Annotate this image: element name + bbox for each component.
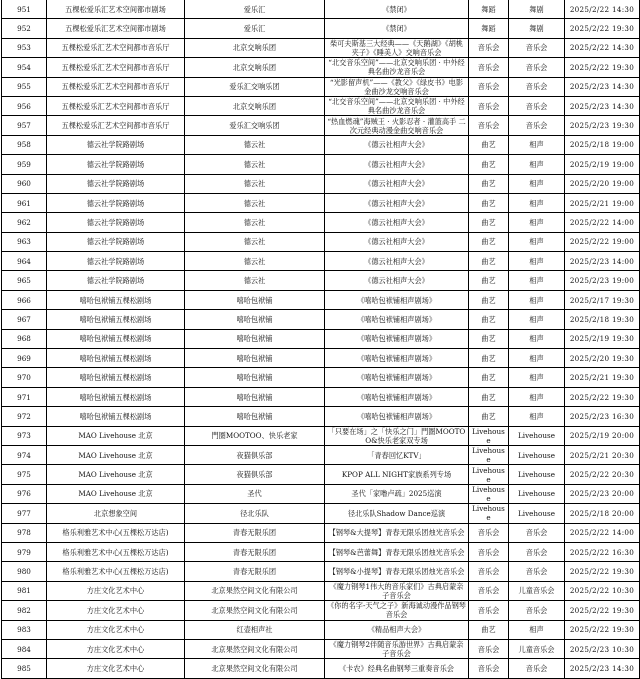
- cell-organizer: 德云社: [185, 213, 325, 232]
- cell-type: 音乐会: [509, 77, 565, 96]
- table-row: [2, 38, 640, 57]
- cell-organizer: 門圏MOOTOO、快乐老家: [185, 426, 325, 445]
- cell-time: 2025/2/20 19:30: [565, 349, 640, 368]
- cell-venue: 五棵松爱乐汇艺术空间都市剧场: [47, 0, 185, 19]
- cell-category: 音乐会: [469, 523, 509, 542]
- cell-venue: 五棵松爱乐汇艺术空间都市音乐厅: [47, 58, 185, 77]
- cell-type: 音乐会: [509, 38, 565, 57]
- cell-time: 2025/2/23 14:30: [565, 96, 640, 115]
- cell-category: 音乐会: [469, 38, 509, 57]
- table-row: [2, 77, 640, 96]
- cell-organizer: 嘻哈包袱铺: [185, 329, 325, 348]
- cell-title: 《德云社相声大会》: [325, 232, 469, 251]
- cell-time: 2025/2/23 20:00: [565, 484, 640, 503]
- cell-category: 舞蹈: [469, 19, 509, 38]
- cell-category: Livehouse: [469, 504, 509, 523]
- cell-organizer: 德云社: [185, 271, 325, 290]
- table-row: [2, 174, 640, 193]
- cell-organizer: 圣代: [185, 484, 325, 503]
- cell-time: 2025/2/23 19:30: [565, 116, 640, 135]
- cell-number: 953: [2, 38, 47, 57]
- cell-number: 972: [2, 407, 47, 426]
- cell-number: 962: [2, 213, 47, 232]
- cell-time: 2025/2/21 20:30: [565, 445, 640, 464]
- cell-venue: 方庄文化艺术中心: [47, 659, 185, 678]
- cell-type: Livehouse: [509, 465, 565, 484]
- cell-category: 曲艺: [469, 349, 509, 368]
- cell-number: 957: [2, 116, 47, 135]
- table-row: [2, 426, 640, 445]
- cell-organizer: 红壶相声社: [185, 620, 325, 639]
- cell-type: Livehouse: [509, 426, 565, 445]
- cell-time: 2025/2/22 19:30: [565, 19, 640, 38]
- cell-category: 音乐会: [469, 639, 509, 658]
- cell-type: 相声: [509, 368, 565, 387]
- table-row: [2, 252, 640, 271]
- cell-organizer: 北京果然空间文化有限公司: [185, 659, 325, 678]
- cell-category: 曲艺: [469, 252, 509, 271]
- table-row: [2, 407, 640, 426]
- cell-number: 965: [2, 271, 47, 290]
- cell-category: 曲艺: [469, 329, 509, 348]
- table-row: [2, 504, 640, 523]
- cell-title: 《嘻哈包袱铺相声剧场》: [325, 290, 469, 309]
- cell-title: 《嘻哈包袱铺相声剧场》: [325, 329, 469, 348]
- cell-type: Livehouse: [509, 445, 565, 464]
- table-row: [2, 484, 640, 503]
- cell-number: 964: [2, 252, 47, 271]
- cell-title: 《禁闭》: [325, 19, 469, 38]
- cell-number: 951: [2, 0, 47, 19]
- cell-title: “北交音乐空间”——北京交响乐团 · 中外经典名曲沙龙音乐会: [325, 58, 469, 77]
- table-row: [2, 310, 640, 329]
- cell-number: 968: [2, 329, 47, 348]
- table-row: [2, 620, 640, 639]
- cell-organizer: 青春无限乐团: [185, 523, 325, 542]
- table-row: [2, 116, 640, 135]
- cell-venue: 嘻哈包袱铺五棵松剧场: [47, 290, 185, 309]
- cell-organizer: 北京果然空间文化有限公司: [185, 581, 325, 600]
- cell-title: 《嘻哈包袱铺相声剧场》: [325, 310, 469, 329]
- cell-time: 2025/2/22 19:30: [565, 387, 640, 406]
- cell-time: 2025/2/18 19:30: [565, 310, 640, 329]
- cell-number: 975: [2, 465, 47, 484]
- cell-number: 952: [2, 19, 47, 38]
- cell-number: 973: [2, 426, 47, 445]
- cell-type: 儿童音乐会: [509, 639, 565, 658]
- cell-venue: 嘻哈包袱铺五棵松剧场: [47, 368, 185, 387]
- cell-type: 相声: [509, 252, 565, 271]
- cell-time: 2025/2/22 19:30: [565, 620, 640, 639]
- table-row: [2, 213, 640, 232]
- cell-venue: 德云社学院路剧场: [47, 155, 185, 174]
- cell-time: 2025/2/22 14:30: [565, 38, 640, 57]
- cell-type: 相声: [509, 155, 565, 174]
- cell-type: 音乐会: [509, 523, 565, 542]
- cell-type: 音乐会: [509, 96, 565, 115]
- cell-title: KPOP ALL NIGHT家族系列专场: [325, 465, 469, 484]
- cell-number: 982: [2, 601, 47, 620]
- cell-venue: 五棵松爱乐汇艺术空间都市剧场: [47, 19, 185, 38]
- cell-type: 相声: [509, 349, 565, 368]
- cell-time: 2025/2/22 14:30: [565, 0, 640, 19]
- cell-time: 2025/2/20 19:00: [565, 174, 640, 193]
- table-row: [2, 0, 640, 19]
- cell-time: 2025/2/17 19:30: [565, 290, 640, 309]
- cell-organizer: 德云社: [185, 232, 325, 251]
- cell-number: 985: [2, 659, 47, 678]
- cell-type: 相声: [509, 213, 565, 232]
- cell-time: 2025/2/23 10:30: [565, 639, 640, 658]
- cell-category: 曲艺: [469, 290, 509, 309]
- cell-category: 曲艺: [469, 310, 509, 329]
- cell-title: 径北乐队Shadow Dance巡演: [325, 504, 469, 523]
- table-row: [2, 639, 640, 658]
- cell-title: 《德云社相声大会》: [325, 155, 469, 174]
- table-row: [2, 193, 640, 212]
- cell-organizer: 青春无限乐团: [185, 562, 325, 581]
- cell-venue: 格乐利雅艺术中心(五棵松万达店): [47, 542, 185, 561]
- cell-time: 2025/2/18 20:00: [565, 504, 640, 523]
- cell-organizer: 夜猫俱乐部: [185, 445, 325, 464]
- cell-title: 「只要在场」之「快乐之门」門圏MOOTOO&快乐老家双专场: [325, 426, 469, 445]
- cell-title: 柴可夫斯基三大经典——《天鹅湖》《胡桃夹子》《睡美人》交响音乐会: [325, 38, 469, 57]
- cell-time: 2025/2/23 14:30: [565, 77, 640, 96]
- cell-type: 相声: [509, 232, 565, 251]
- cell-type: 相声: [509, 135, 565, 154]
- cell-title: 《德云社相声大会》: [325, 252, 469, 271]
- cell-title: 《精品相声大会》: [325, 620, 469, 639]
- performance-table: [1, 0, 640, 679]
- cell-type: 舞剧: [509, 0, 565, 19]
- cell-category: Livehouse: [469, 465, 509, 484]
- cell-number: 969: [2, 349, 47, 368]
- cell-venue: 德云社学院路剧场: [47, 252, 185, 271]
- cell-category: 曲艺: [469, 232, 509, 251]
- cell-time: 2025/2/22 14:00: [565, 523, 640, 542]
- cell-title: 《魔力钢琴2伴随音乐游世界》古典启蒙亲子音乐会: [325, 639, 469, 658]
- cell-time: 2025/2/22 10:30: [565, 581, 640, 600]
- cell-category: 曲艺: [469, 271, 509, 290]
- cell-organizer: 德云社: [185, 193, 325, 212]
- cell-title: 《嘻哈包袱铺相声剧场》: [325, 368, 469, 387]
- table-row: [2, 271, 640, 290]
- cell-category: 舞蹈: [469, 0, 509, 19]
- cell-title: “北交音乐空间”——北京交响乐团 · 中外经典名曲沙龙音乐会: [325, 96, 469, 115]
- cell-title: 「青春回忆KTV」: [325, 445, 469, 464]
- cell-venue: 方庄文化艺术中心: [47, 601, 185, 620]
- cell-category: 音乐会: [469, 562, 509, 581]
- cell-organizer: 嘻哈包袱铺: [185, 290, 325, 309]
- cell-organizer: 径北乐队: [185, 504, 325, 523]
- cell-title: 《德云社相声大会》: [325, 213, 469, 232]
- cell-venue: MAO Livehouse 北京: [47, 484, 185, 503]
- cell-number: 960: [2, 174, 47, 193]
- cell-category: 曲艺: [469, 155, 509, 174]
- cell-venue: 德云社学院路剧场: [47, 174, 185, 193]
- cell-venue: MAO Livehouse 北京: [47, 445, 185, 464]
- cell-venue: 嘻哈包袱铺五棵松剧场: [47, 310, 185, 329]
- cell-title: 《德云社相声大会》: [325, 271, 469, 290]
- table-row: [2, 58, 640, 77]
- cell-organizer: 嘻哈包袱铺: [185, 368, 325, 387]
- table-row: [2, 465, 640, 484]
- cell-time: 2025/2/23 14:30: [565, 659, 640, 678]
- table-row: [2, 387, 640, 406]
- cell-organizer: 青春无限乐团: [185, 542, 325, 561]
- cell-number: 958: [2, 135, 47, 154]
- cell-organizer: 德云社: [185, 252, 325, 271]
- cell-title: 《卡农》经典名曲钢琴三重奏音乐会: [325, 659, 469, 678]
- cell-venue: 方庄文化艺术中心: [47, 620, 185, 639]
- table-row: [2, 329, 640, 348]
- cell-time: 2025/2/23 19:00: [565, 271, 640, 290]
- table-row: [2, 445, 640, 464]
- table-row: [2, 542, 640, 561]
- cell-number: 981: [2, 581, 47, 600]
- cell-venue: 嘻哈包袱铺五棵松剧场: [47, 387, 185, 406]
- cell-type: 相声: [509, 407, 565, 426]
- cell-number: 977: [2, 504, 47, 523]
- cell-type: 儿童音乐会: [509, 581, 565, 600]
- cell-type: 音乐会: [509, 116, 565, 135]
- cell-venue: 方庄文化艺术中心: [47, 639, 185, 658]
- cell-venue: 方庄文化艺术中心: [47, 581, 185, 600]
- cell-category: 曲艺: [469, 407, 509, 426]
- cell-number: 971: [2, 387, 47, 406]
- cell-number: 963: [2, 232, 47, 251]
- cell-type: 音乐会: [509, 601, 565, 620]
- cell-organizer: 嘻哈包袱铺: [185, 387, 325, 406]
- cell-venue: 五棵松爱乐汇艺术空间都市音乐厅: [47, 96, 185, 115]
- cell-category: Livehouse: [469, 445, 509, 464]
- cell-venue: 嘻哈包袱铺五棵松剧场: [47, 407, 185, 426]
- cell-organizer: 爱乐汇交响乐团: [185, 116, 325, 135]
- cell-organizer: 嘻哈包袱铺: [185, 310, 325, 329]
- cell-venue: 嘻哈包袱铺五棵松剧场: [47, 349, 185, 368]
- cell-time: 2025/2/22 16:30: [565, 542, 640, 561]
- cell-type: 音乐会: [509, 58, 565, 77]
- cell-organizer: 爱乐汇: [185, 19, 325, 38]
- cell-category: 音乐会: [469, 116, 509, 135]
- cell-type: 相声: [509, 329, 565, 348]
- cell-title: 《嘻哈包袱铺相声剧场》: [325, 387, 469, 406]
- table-row: [2, 155, 640, 174]
- cell-type: 相声: [509, 290, 565, 309]
- cell-organizer: 德云社: [185, 174, 325, 193]
- cell-venue: 德云社学院路剧场: [47, 135, 185, 154]
- cell-category: 曲艺: [469, 620, 509, 639]
- table-row: [2, 135, 640, 154]
- cell-organizer: 爱乐汇: [185, 0, 325, 19]
- cell-organizer: 爱乐汇交响乐团: [185, 77, 325, 96]
- cell-type: 舞剧: [509, 19, 565, 38]
- cell-type: 音乐会: [509, 562, 565, 581]
- cell-title: “热血燃魂”海贼王 · 火影忍者 · 灌篮高手 二次元经典动漫金曲交响音乐会: [325, 116, 469, 135]
- cell-number: 954: [2, 58, 47, 77]
- cell-number: 980: [2, 562, 47, 581]
- cell-venue: MAO Livehouse 北京: [47, 465, 185, 484]
- cell-organizer: 夜猫俱乐部: [185, 465, 325, 484]
- cell-type: 音乐会: [509, 659, 565, 678]
- cell-type: Livehouse: [509, 504, 565, 523]
- cell-title: 圣代「家噜卢疏」2025巡演: [325, 484, 469, 503]
- cell-organizer: 北京果然空间文化有限公司: [185, 639, 325, 658]
- cell-time: 2025/2/19 19:00: [565, 155, 640, 174]
- cell-title: 《魔力钢琴1伟大的音乐家们》古典启蒙亲子音乐会: [325, 581, 469, 600]
- cell-category: 曲艺: [469, 213, 509, 232]
- cell-type: 相声: [509, 271, 565, 290]
- cell-title: 《德云社相声大会》: [325, 174, 469, 193]
- table-row: [2, 290, 640, 309]
- cell-number: 974: [2, 445, 47, 464]
- cell-title: 《嘻哈包袱铺相声剧场》: [325, 349, 469, 368]
- cell-venue: 五棵松爱乐汇艺术空间都市音乐厅: [47, 77, 185, 96]
- cell-category: 音乐会: [469, 96, 509, 115]
- cell-venue: 五棵松爱乐汇艺术空间都市音乐厅: [47, 116, 185, 135]
- cell-category: 曲艺: [469, 387, 509, 406]
- cell-venue: 德云社学院路剧场: [47, 232, 185, 251]
- cell-type: 相声: [509, 620, 565, 639]
- cell-organizer: 北京果然空间文化有限公司: [185, 601, 325, 620]
- table-row: [2, 368, 640, 387]
- cell-type: Livehouse: [509, 484, 565, 503]
- cell-time: 2025/2/22 20:30: [565, 465, 640, 484]
- cell-number: 966: [2, 290, 47, 309]
- cell-number: 978: [2, 523, 47, 542]
- cell-number: 983: [2, 620, 47, 639]
- cell-organizer: 嘻哈包袱铺: [185, 349, 325, 368]
- cell-title: 【钢琴&芭蕾舞】青春无限乐团烛光音乐会: [325, 542, 469, 561]
- cell-category: 音乐会: [469, 77, 509, 96]
- cell-time: 2025/2/21 19:30: [565, 368, 640, 387]
- cell-time: 2025/2/18 19:00: [565, 135, 640, 154]
- cell-title: 【钢琴&小提琴】青春无限乐团烛光音乐会: [325, 562, 469, 581]
- cell-number: 955: [2, 77, 47, 96]
- cell-organizer: 德云社: [185, 135, 325, 154]
- cell-organizer: 北京交响乐团: [185, 96, 325, 115]
- cell-category: 音乐会: [469, 58, 509, 77]
- cell-category: 音乐会: [469, 581, 509, 600]
- table-row: [2, 19, 640, 38]
- table-row: [2, 659, 640, 678]
- table-row: [2, 523, 640, 542]
- cell-number: 970: [2, 368, 47, 387]
- cell-title: 《德云社相声大会》: [325, 135, 469, 154]
- cell-number: 967: [2, 310, 47, 329]
- cell-organizer: 北京交响乐团: [185, 38, 325, 57]
- cell-venue: 北京想象空间: [47, 504, 185, 523]
- cell-venue: 格乐利雅艺术中心(五棵松万达店): [47, 523, 185, 542]
- table-row: [2, 349, 640, 368]
- cell-venue: 嘻哈包袱铺五棵松剧场: [47, 329, 185, 348]
- table-row: [2, 581, 640, 600]
- cell-number: 956: [2, 96, 47, 115]
- cell-time: 2025/2/22 19:30: [565, 58, 640, 77]
- cell-time: 2025/2/19 19:30: [565, 329, 640, 348]
- cell-number: 961: [2, 193, 47, 212]
- cell-time: 2025/2/19 20:00: [565, 426, 640, 445]
- cell-number: 959: [2, 155, 47, 174]
- cell-venue: 五棵松爱乐汇艺术空间都市音乐厅: [47, 38, 185, 57]
- cell-time: 2025/2/23 16:30: [565, 407, 640, 426]
- cell-time: 2025/2/21 19:00: [565, 193, 640, 212]
- cell-type: 相声: [509, 174, 565, 193]
- cell-venue: 格乐利雅艺术中心(五棵松万达店): [47, 562, 185, 581]
- cell-venue: MAO Livehouse 北京: [47, 426, 185, 445]
- cell-category: 曲艺: [469, 135, 509, 154]
- cell-category: 曲艺: [469, 193, 509, 212]
- cell-time: 2025/2/22 14:00: [565, 213, 640, 232]
- cell-type: 相声: [509, 193, 565, 212]
- cell-time: 2025/2/22 19:00: [565, 232, 640, 251]
- cell-venue: 德云社学院路剧场: [47, 213, 185, 232]
- cell-title: “光影留声机”——《教父》《绿皮书》电影金曲沙龙交响音乐会: [325, 77, 469, 96]
- cell-time: 2025/2/22 19:30: [565, 601, 640, 620]
- table-body: [2, 0, 640, 678]
- cell-category: 音乐会: [469, 601, 509, 620]
- cell-type: 音乐会: [509, 542, 565, 561]
- cell-type: 相声: [509, 310, 565, 329]
- cell-category: Livehouse: [469, 426, 509, 445]
- cell-category: 音乐会: [469, 659, 509, 678]
- cell-organizer: 德云社: [185, 155, 325, 174]
- cell-number: 984: [2, 639, 47, 658]
- cell-number: 979: [2, 542, 47, 561]
- cell-category: 曲艺: [469, 174, 509, 193]
- cell-time: 2025/2/23 14:00: [565, 252, 640, 271]
- cell-venue: 德云社学院路剧场: [47, 193, 185, 212]
- cell-organizer: 北京交响乐团: [185, 58, 325, 77]
- cell-organizer: 嘻哈包袱铺: [185, 407, 325, 426]
- cell-time: 2025/2/22 19:30: [565, 562, 640, 581]
- cell-title: 【钢琴&大提琴】青春无限乐团烛光音乐会: [325, 523, 469, 542]
- cell-title: 《嘻哈包袱铺相声剧场》: [325, 407, 469, 426]
- cell-category: 曲艺: [469, 368, 509, 387]
- cell-venue: 德云社学院路剧场: [47, 271, 185, 290]
- cell-type: 相声: [509, 387, 565, 406]
- cell-number: 976: [2, 484, 47, 503]
- table-row: [2, 601, 640, 620]
- table-row: [2, 232, 640, 251]
- table-row: [2, 96, 640, 115]
- cell-category: 音乐会: [469, 542, 509, 561]
- cell-title: 《你的名字-天气之子》新海诚动漫作品钢琴音乐会: [325, 601, 469, 620]
- cell-category: Livehouse: [469, 484, 509, 503]
- table-row: [2, 562, 640, 581]
- cell-title: 《禁闭》: [325, 0, 469, 19]
- cell-title: 《德云社相声大会》: [325, 193, 469, 212]
